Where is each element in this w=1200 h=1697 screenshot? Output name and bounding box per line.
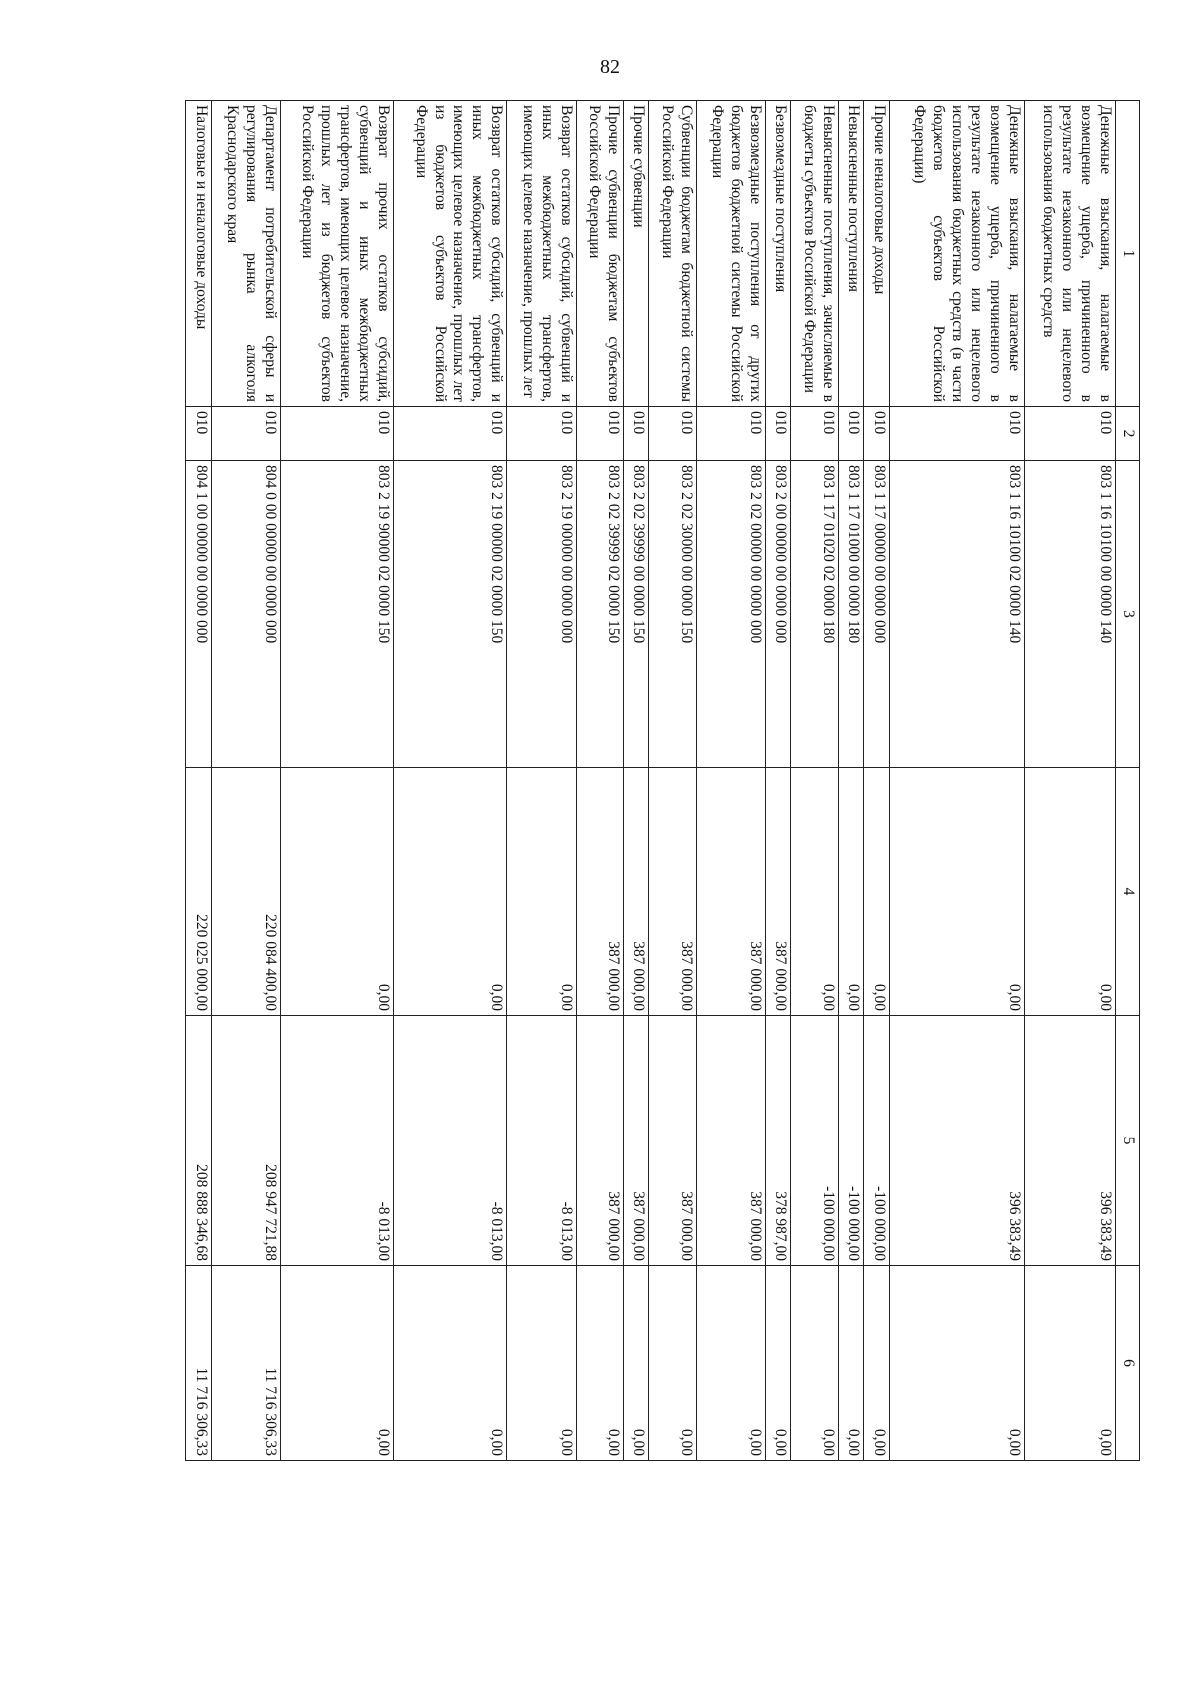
row-line-code: 010 xyxy=(211,407,280,461)
column-header: 2 xyxy=(1116,407,1140,461)
row-line-code: 010 xyxy=(576,407,623,461)
row-approved: 387 000,00 xyxy=(649,768,696,1016)
row-executed: -8 013,00 xyxy=(394,1016,507,1266)
row-unexecuted: 0,00 xyxy=(791,1266,838,1461)
row-name: Безвозмездные поступления от других бюджетов бюджетной системы Российской Федерации xyxy=(696,101,765,407)
row-name: Возврат прочих остатков субсидий, субвенций и иных межбюджетных трансфертов, имеющих целевое назначение, прошлых лет из бюджетов субъектов Российской Федерации xyxy=(280,101,393,407)
row-line-code: 010 xyxy=(864,407,889,461)
row-unexecuted: 0,00 xyxy=(623,1266,648,1461)
row-approved: 387 000,00 xyxy=(576,768,623,1016)
row-budget-code: 804 0 00 00000 00 0000 000 xyxy=(211,461,280,768)
table-row xyxy=(649,101,696,1461)
row-executed: -8 013,00 xyxy=(280,1016,393,1266)
row-executed: -100 000,00 xyxy=(864,1016,889,1266)
page-number: 82 xyxy=(600,56,620,78)
column-header: 1 xyxy=(1116,101,1140,407)
row-line-code: 010 xyxy=(507,407,576,461)
row-approved: 220 025 000,00 xyxy=(186,768,212,1016)
row-name: Невыясненные поступления xyxy=(838,101,863,407)
row-unexecuted: 11 716 306,33 xyxy=(211,1266,280,1461)
row-line-code: 010 xyxy=(186,407,212,461)
row-budget-code: 803 2 02 39999 00 0000 150 xyxy=(623,461,648,768)
row-line-code: 010 xyxy=(280,407,393,461)
table-row xyxy=(280,101,393,1461)
row-unexecuted: 0,00 xyxy=(1024,1266,1115,1461)
row-budget-code: 803 1 16 10100 00 0000 140 xyxy=(1024,461,1115,768)
row-budget-code: 803 1 16 10100 02 0000 140 xyxy=(889,461,1024,768)
row-name: Субвенции бюджетам бюджетной системы Российской Федерации xyxy=(649,101,696,407)
row-budget-code: 803 2 19 90000 02 0000 150 xyxy=(280,461,393,768)
row-approved: 387 000,00 xyxy=(766,768,791,1016)
column-header: 3 xyxy=(1116,461,1140,768)
row-executed: 378 987,00 xyxy=(766,1016,791,1266)
row-budget-code: 803 1 17 01020 02 0000 180 xyxy=(791,461,838,768)
row-budget-code: 803 2 00 00000 00 0000 000 xyxy=(766,461,791,768)
table-row xyxy=(864,101,889,1461)
row-approved: 0,00 xyxy=(889,768,1024,1016)
table-row xyxy=(576,101,623,1461)
row-executed: 387 000,00 xyxy=(696,1016,765,1266)
row-name: Прочие субвенции xyxy=(623,101,648,407)
row-name: Прочие субвенции бюджетам субъектов Российской Федерации xyxy=(576,101,623,407)
row-name: Департамент потребительской сферы и регулирования рынка алкоголя Краснодарского края xyxy=(211,101,280,407)
row-approved: 387 000,00 xyxy=(623,768,648,1016)
row-executed: -100 000,00 xyxy=(791,1016,838,1266)
row-line-code: 010 xyxy=(623,407,648,461)
row-approved: 0,00 xyxy=(864,768,889,1016)
table-row xyxy=(766,101,791,1461)
row-approved: 0,00 xyxy=(838,768,863,1016)
row-unexecuted: 0,00 xyxy=(766,1266,791,1461)
table-body xyxy=(186,101,1116,1461)
header-row xyxy=(1116,101,1140,1461)
row-line-code: 010 xyxy=(1024,407,1115,461)
row-executed: -100 000,00 xyxy=(838,1016,863,1266)
table-row xyxy=(394,101,507,1461)
table-row xyxy=(186,101,212,1461)
row-approved: 220 084 400,00 xyxy=(211,768,280,1016)
row-name: Возврат остатков субсидий, субвенций и иных межбюджетных трансфертов, имеющих целевое назначение, прошлых лет xyxy=(507,101,576,407)
row-unexecuted: 0,00 xyxy=(576,1266,623,1461)
row-line-code: 010 xyxy=(838,407,863,461)
row-name: Денежные взыскания, налагаемые в возмещение ущерба, причиненного в результате незаконного или нецелевого использования бюджетных средств xyxy=(1024,101,1115,407)
row-name: Налоговые и неналоговые доходы xyxy=(186,101,212,407)
row-line-code: 010 xyxy=(766,407,791,461)
table-row xyxy=(623,101,648,1461)
row-unexecuted: 11 716 306,33 xyxy=(186,1266,212,1461)
row-unexecuted: 0,00 xyxy=(838,1266,863,1461)
row-unexecuted: 0,00 xyxy=(280,1266,393,1461)
row-approved: 0,00 xyxy=(1024,768,1115,1016)
table-row xyxy=(791,101,838,1461)
row-name: Денежные взыскания, налагаемые в возмещение ущерба, причиненного в результате незаконного или нецелевого использования бюджетных средств (в части бюджетов субъектов Российской Федерации) xyxy=(889,101,1024,407)
row-budget-code: 804 1 00 00000 00 0000 000 xyxy=(186,461,212,768)
column-header: 4 xyxy=(1116,768,1140,1016)
row-unexecuted: 0,00 xyxy=(649,1266,696,1461)
row-line-code: 010 xyxy=(394,407,507,461)
row-name: Возврат остатков субсидий, субвенций и иных межбюджетных трансфертов, имеющих целевое назначение, прошлых лет из бюджетов субъектов Российской Федерации xyxy=(394,101,507,407)
row-budget-code: 803 2 02 30000 00 0000 150 xyxy=(649,461,696,768)
row-unexecuted: 0,00 xyxy=(394,1266,507,1461)
row-executed: 387 000,00 xyxy=(623,1016,648,1266)
row-executed: 387 000,00 xyxy=(576,1016,623,1266)
row-approved: 0,00 xyxy=(280,768,393,1016)
row-executed: 396 383,49 xyxy=(889,1016,1024,1266)
row-unexecuted: 0,00 xyxy=(889,1266,1024,1461)
row-line-code: 010 xyxy=(889,407,1024,461)
row-executed: 208 888 346,68 xyxy=(186,1016,212,1266)
row-executed: 396 383,49 xyxy=(1024,1016,1115,1266)
table-row xyxy=(1024,101,1115,1461)
row-approved: 0,00 xyxy=(507,768,576,1016)
row-approved: 0,00 xyxy=(394,768,507,1016)
row-budget-code: 803 2 02 00000 00 0000 000 xyxy=(696,461,765,768)
row-budget-code: 803 1 17 01000 00 0000 180 xyxy=(838,461,863,768)
row-budget-code: 803 2 19 00000 00 0000 000 xyxy=(507,461,576,768)
row-budget-code: 803 2 02 39999 02 0000 150 xyxy=(576,461,623,768)
row-line-code: 010 xyxy=(649,407,696,461)
row-budget-code: 803 1 17 00000 00 0000 000 xyxy=(864,461,889,768)
row-executed: -8 013,00 xyxy=(507,1016,576,1266)
table-row xyxy=(838,101,863,1461)
revenue-table xyxy=(185,100,1140,1461)
table-row xyxy=(889,101,1024,1461)
row-approved: 387 000,00 xyxy=(696,768,765,1016)
row-unexecuted: 0,00 xyxy=(864,1266,889,1461)
table-row xyxy=(211,101,280,1461)
table-row xyxy=(507,101,576,1461)
row-line-code: 010 xyxy=(791,407,838,461)
row-name: Невыясненные поступления, зачисляемые в бюджеты субъектов Российской Федерации xyxy=(791,101,838,407)
row-name: Прочие неналоговые доходы xyxy=(864,101,889,407)
row-line-code: 010 xyxy=(696,407,765,461)
row-executed: 208 947 721,88 xyxy=(211,1016,280,1266)
row-budget-code: 803 2 19 00000 02 0000 150 xyxy=(394,461,507,768)
row-executed: 387 000,00 xyxy=(649,1016,696,1266)
table-row xyxy=(696,101,765,1461)
rotated-table-container xyxy=(185,100,1140,1460)
row-approved: 0,00 xyxy=(791,768,838,1016)
column-header: 6 xyxy=(1116,1266,1140,1461)
row-name: Безвозмездные поступления xyxy=(766,101,791,407)
column-header: 5 xyxy=(1116,1016,1140,1266)
row-unexecuted: 0,00 xyxy=(696,1266,765,1461)
row-unexecuted: 0,00 xyxy=(507,1266,576,1461)
